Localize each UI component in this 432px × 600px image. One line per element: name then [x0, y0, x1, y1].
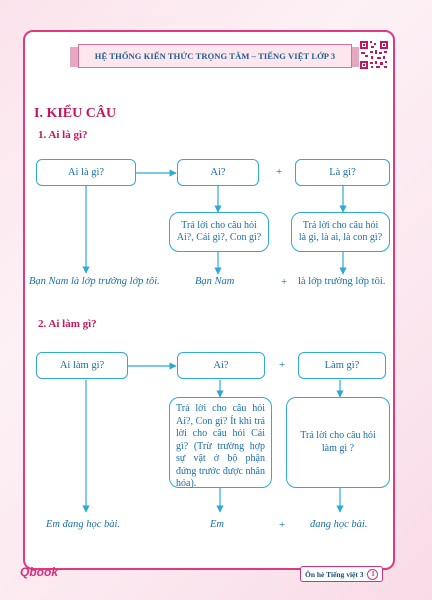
part2-box-subject	[177, 352, 265, 379]
part1-box-predicate	[295, 159, 390, 186]
part1-box-subject	[177, 159, 259, 186]
page-number: 1	[367, 569, 378, 580]
part1-desc-subject-text: Trả lời cho câu hỏi Ai?, Cái gì?, Con gì?	[176, 219, 262, 243]
part1-box-predicate-label: Là gì?	[329, 167, 356, 178]
page-header-title: HỆ THỐNG KIẾN THỨC TRỌNG TÂM – TIẾNG VIỆT LỚP 3	[94, 51, 336, 61]
part2-desc-subject	[169, 397, 272, 488]
part1-desc-subject	[169, 212, 269, 252]
part1-plus-top: +	[276, 166, 283, 178]
part1-example-subject: Bạn Nam	[195, 276, 235, 287]
part2-example-predicate: đang học bài.	[310, 519, 368, 530]
part1-box-main	[36, 159, 136, 186]
part2-title: 2. Ai làm gì?	[38, 318, 97, 330]
part1-box-subject-label: Ai?	[210, 167, 226, 178]
part2-box-main	[36, 352, 128, 379]
part2-box-predicate	[298, 352, 386, 379]
part2-plus-top: +	[279, 359, 286, 371]
part1-plus-bottom: +	[281, 276, 288, 288]
part2-example-sentence: Em đang học bài.	[46, 519, 121, 530]
part2-example-subject: Em	[210, 519, 224, 530]
part1-desc-predicate	[291, 212, 390, 252]
part2-box-main-label: Ai làm gì?	[59, 360, 105, 371]
part1-example-sentence: Bạn Nam là lớp trưởng lớp tôi.	[29, 276, 160, 287]
footer-tag	[300, 566, 383, 582]
part2-desc-subject-text: Trả lời cho câu hỏi Ai?, Con gì? Ít khi trả lời cho câu hỏi Cái gì? (Trừ trường hợp sự vật ở bộ phận đứng trước được nhân hóa).	[176, 403, 265, 489]
part1-title: 1. Ai là gì?	[38, 129, 88, 141]
part1-desc-predicate-text: Trả lời cho câu hỏi là gì, là ai, là con gì?	[298, 219, 383, 243]
part2-box-subject-label: Ai?	[213, 360, 229, 371]
part1-example-predicate: là lớp trưởng lớp tôi.	[298, 276, 386, 287]
part2-box-predicate-label: Làm gì?	[324, 360, 360, 371]
qbook-logo: Qbook	[20, 565, 58, 579]
part2-desc-predicate	[286, 397, 390, 488]
part2-desc-predicate-text: Trả lời cho câu hỏi làm gì ?	[300, 430, 376, 454]
section-title: I. KIỂU CÂU	[34, 106, 117, 121]
part1-box-main-label: Ai là gì?	[67, 167, 105, 178]
part2-plus-bottom: +	[279, 519, 286, 531]
footer-book-title: Ôn hè Tiếng việt 3	[305, 569, 364, 579]
